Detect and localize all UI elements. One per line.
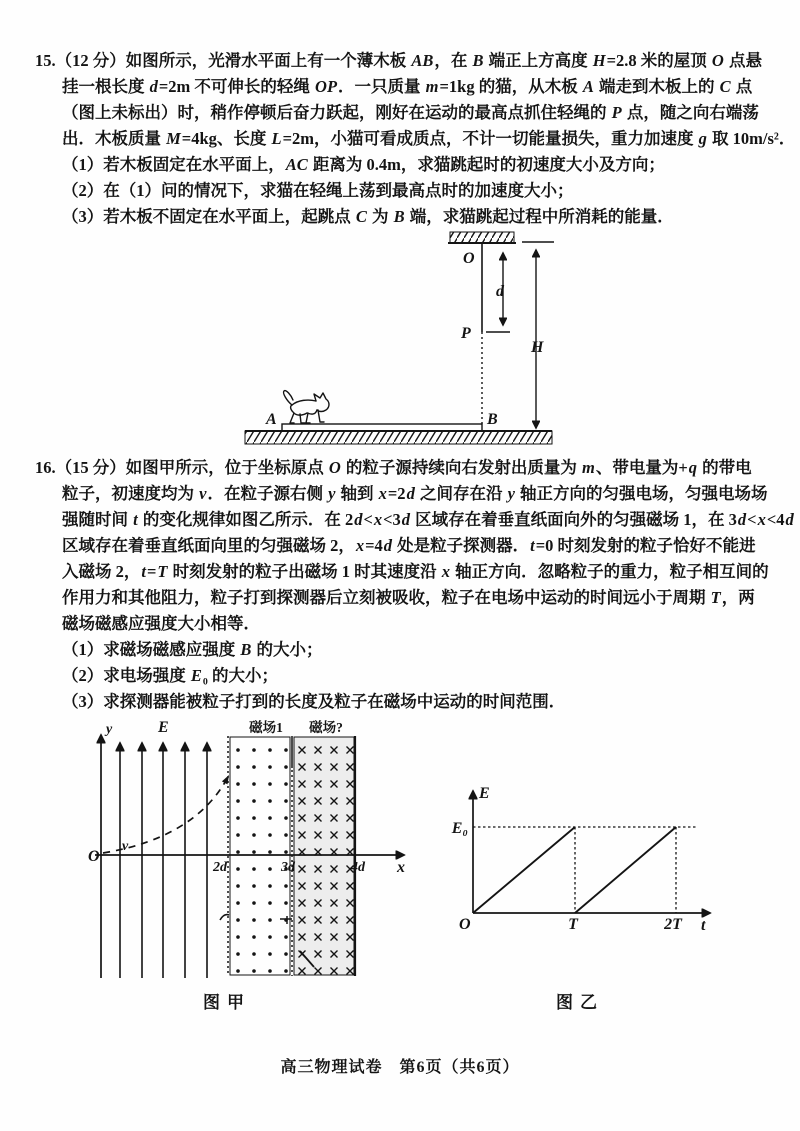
problem-16-line: 16.（15 分）如图甲所示，位于坐标原点 O 的粒子源持续向右发射出质量为 m、带电量为+q 的带电 [35,458,752,477]
label-A: A [266,411,277,428]
problem-16-line: 粒子，初速度均为 v．在粒子源右侧 y 轴到 x=2d 之间存在沿 y 轴正方向的匀强电场，匀强电场场 [62,484,768,503]
label-O: O [463,250,475,267]
label-field1: 磁场1 [249,720,283,735]
label-E-field: E [158,719,169,736]
electric-field-lines [120,743,207,978]
sawtooth-waveform [473,827,676,913]
figure-yi-caption: 图乙 [556,993,604,1012]
problem-15-subquestion: （3）若木板不固定在水平面上，起跳点 C 为 B 端，求猫跳起过程中所消耗的能量． [62,207,674,226]
label-field2: 磁场? [309,720,343,735]
label-v: v [122,839,129,854]
label-B: B [487,411,498,428]
problem-16-line: 强随时间 t 的变化规律如图乙所示．在 2d<x<3d 区域存在着垂直纸面向外的匀强磁场 1，在 3d<x<4d [62,510,794,529]
problem-16-subquestion: （3）求探测器能被粒子打到的长度及粒子在磁场中运动的时间范围． [62,692,566,711]
cat-figure [284,391,329,423]
figure-yi [435,778,725,938]
label-y-axis: y [106,722,113,737]
figure-jia-caption: 图甲 [203,993,251,1012]
label-2d: 2d [213,860,227,875]
figure-jia [70,708,420,1008]
label-P: P [461,325,471,342]
figure-problem-15 [240,226,570,456]
label-3d: 3d [281,860,295,875]
label-d: d [496,283,504,300]
problem-15-subquestion: （2）在（1）问的情况下，求猫在轻绳上荡到最高点时的加速度大小； [62,181,574,200]
problem-15-subquestion: （1）若木板固定在水平面上，AC 距离为 0.4m，求猫跳起时的初速度大小及方向； [62,155,665,174]
problem-16-subquestion: （1）求磁场磁感应强度 B 的大小； [62,640,323,659]
problem-16-subquestion: （2）求电场强度 E₀ 的大小； [62,666,278,685]
label-E-axis: E [479,785,490,802]
board-AB [282,424,482,431]
label-origin: O [88,848,100,865]
label-E0: E₀ [451,820,468,837]
problem-15-line: 挂一根长度 d=2m 不可伸长的轻绳 OP．一只质量 m=1kg 的猫，从木板 A 端走到木板上的 C 点 [62,77,753,96]
label-2T: 2T [664,916,682,933]
page-footer: 高三物理试卷 第6页（共6页） [280,1059,520,1076]
ground [245,431,552,444]
problem-16-line: 区域存在着垂直纸面向里的匀强磁场 2，x=4d 处是粒子探测器．t=0 时刻发射的粒子恰好不能进 [62,536,756,555]
label-x-axis: x [397,859,405,876]
problem-15-line: 15.（12 分）如图所示，光滑水平面上有一个薄木板 AB，在 B 端正上方高度 H=2.8 米的屋顶 O 点悬 [35,51,762,70]
problem-16-line: 入磁场 2，t=T 时刻发射的粒子出磁场 1 时其速度沿 x 轴正方向．忽略粒子的重力，粒子相互间的 [62,562,769,581]
problem-16 [35,455,795,715]
field2-cross-region [294,737,354,975]
label-t-axis: t [701,917,706,934]
rope-OP [482,243,510,425]
problem-16-line: 作用力和其他阻力，粒子打到探测器后立刻被吸收，粒子在电场中运动的时间远小于周期 T，两 [62,588,755,607]
problem-15-line: （图上未标出）时，稍作停顿后奋力跃起，刚好在运动的最高点抓住轻绳的 P 点，随之向右端荡 [62,103,759,122]
label-T: T [568,916,578,933]
label-4d: 4d [351,860,365,875]
ceiling [448,232,554,243]
label-origin: O [459,916,471,933]
field1-dots-region [230,737,290,975]
problem-15-line: 出．木板质量 M=4kg、长度 L=2m，小猫可看成质点，不计一切能量损失，重力加速度 g 取 10m/s²． [62,129,796,148]
problem-16-line: 磁场磁感应强度大小相等． [62,614,260,633]
problem-15 [35,48,795,230]
label-H: H [531,339,544,356]
